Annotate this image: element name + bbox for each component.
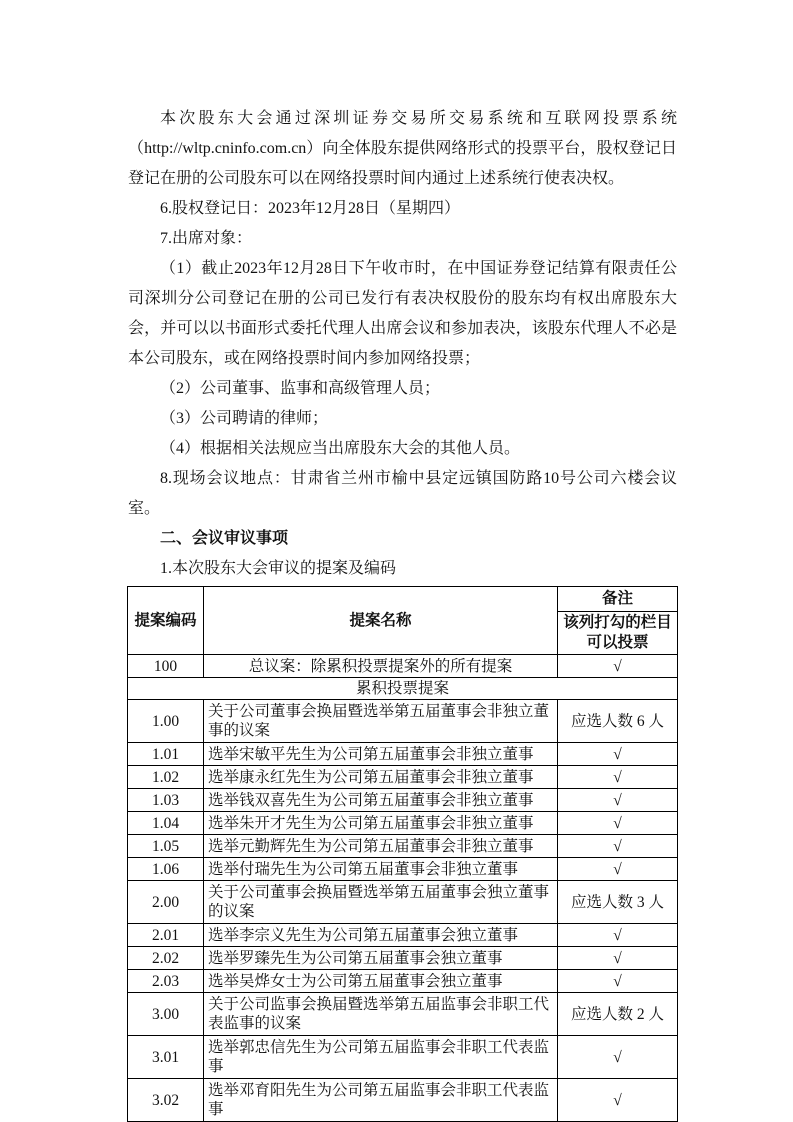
section-label: 累积投票提案 bbox=[128, 678, 678, 700]
proposal-name-cell: 选举钱双喜先生为公司第五届董事会非独立董事 bbox=[204, 789, 558, 812]
proposal-row bbox=[128, 970, 678, 993]
proposal-remark-cell: √ bbox=[558, 924, 678, 947]
proposal-row bbox=[128, 1079, 678, 1122]
header-row-top bbox=[128, 587, 678, 612]
header-proposal-name: 提案名称 bbox=[204, 587, 558, 655]
proposal-remark-cell: 应选人数 2 人 bbox=[558, 993, 678, 1036]
item-7-sub-4: （4）根据相关法规应当出席股东大会的其他人员。 bbox=[160, 440, 521, 457]
proposal-remark-cell: √ bbox=[558, 858, 678, 881]
proposal-name-cell: 选举康永红先生为公司第五届董事会非独立董事 bbox=[204, 766, 558, 789]
proposal-remark-cell: √ bbox=[558, 812, 678, 835]
proposal-code-cell: 2.03 bbox=[128, 970, 204, 993]
proposal-code-cell: 1.00 bbox=[128, 700, 204, 743]
proposal-code-cell: 3.01 bbox=[128, 1036, 204, 1079]
header-proposal-code: 提案编码 bbox=[128, 587, 204, 655]
proposal-name-cell: 关于公司监事会换届暨选举第五届监事会非职工代表监事的议案 bbox=[204, 993, 558, 1036]
header-remark-note: 该列打勾的栏目可以投票 bbox=[558, 612, 678, 655]
proposal-remark-cell: √ bbox=[558, 743, 678, 766]
item-8-meeting-venue: 8.现场会议地点：甘肃省兰州市榆中县定远镇国防路10号公司六楼会议室。 bbox=[128, 470, 677, 517]
proposal-row bbox=[128, 924, 678, 947]
proposal-name-cell: 选举邓育阳先生为公司第五届监事会非职工代表监事 bbox=[204, 1079, 558, 1122]
table-caption: 1.本次股东大会审议的提案及编码 bbox=[160, 560, 397, 577]
item-6-record-date: 6.股权登记日：2023年12月28日（星期四） bbox=[160, 200, 461, 217]
proposal-name-cell: 选举元勤辉先生为公司第五届董事会非独立董事 bbox=[204, 835, 558, 858]
proposal-remark-cell: √ bbox=[558, 835, 678, 858]
proposal-code-cell: 2.02 bbox=[128, 947, 204, 970]
proposal-code-cell: 3.02 bbox=[128, 1079, 204, 1122]
proposal-code-cell: 1.04 bbox=[128, 812, 204, 835]
proposal-row bbox=[128, 993, 678, 1036]
proposal-name-cell: 总议案：除累积投票提案外的所有提案 bbox=[204, 655, 558, 678]
proposal-name-cell: 选举罗臻先生为公司第五届董事会独立董事 bbox=[204, 947, 558, 970]
para-network-voting: 本次股东大会通过深圳证券交易所交易系统和互联网投票系统（http://wltp.cninfo.com.cn）向全体股东提供网络形式的投票平台，股权登记日登记在册的公司股东可以在网络投票时间内通过上述系统行使表决权。 bbox=[128, 110, 677, 187]
proposal-name-cell: 选举朱开才先生为公司第五届董事会非独立董事 bbox=[204, 812, 558, 835]
table-section-row bbox=[128, 678, 678, 700]
proposal-remark-cell: 应选人数 3 人 bbox=[558, 881, 678, 924]
proposal-row bbox=[128, 1036, 678, 1079]
proposals-table-header bbox=[128, 587, 678, 655]
proposal-remark-cell: √ bbox=[558, 766, 678, 789]
proposal-name-cell: 选举宋敏平先生为公司第五届董事会非独立董事 bbox=[204, 743, 558, 766]
proposal-code-cell: 1.05 bbox=[128, 835, 204, 858]
proposal-name-cell: 选举李宗义先生为公司第五届董事会独立董事 bbox=[204, 924, 558, 947]
proposal-remark-cell: √ bbox=[558, 970, 678, 993]
proposal-row bbox=[128, 835, 678, 858]
proposal-remark-cell: √ bbox=[558, 789, 678, 812]
proposal-remark-cell: √ bbox=[558, 947, 678, 970]
proposal-row bbox=[128, 881, 678, 924]
proposal-name-cell: 选举郭忠信先生为公司第五届监事会非职工代表监事 bbox=[204, 1036, 558, 1079]
proposal-name-cell: 选举付瑞先生为公司第五届董事会非独立董事 bbox=[204, 858, 558, 881]
proposal-row bbox=[128, 858, 678, 881]
proposal-code-cell: 1.03 bbox=[128, 789, 204, 812]
proposal-code-cell: 1.06 bbox=[128, 858, 204, 881]
proposal-code-cell: 3.00 bbox=[128, 993, 204, 1036]
proposal-row bbox=[128, 766, 678, 789]
proposal-row bbox=[128, 812, 678, 835]
proposal-code-cell: 1.01 bbox=[128, 743, 204, 766]
proposals-table bbox=[127, 586, 678, 1122]
proposal-name-cell: 选举吴烨女士为公司第五届董事会独立董事 bbox=[204, 970, 558, 993]
proposal-remark-cell: √ bbox=[558, 1036, 678, 1079]
proposals-table-body bbox=[128, 655, 678, 1122]
proposal-row bbox=[128, 655, 678, 678]
proposal-row bbox=[128, 947, 678, 970]
item-7-sub-3: （3）公司聘请的律师； bbox=[160, 410, 329, 427]
document-content bbox=[128, 104, 677, 1122]
proposal-remark-cell: 应选人数 6 人 bbox=[558, 700, 678, 743]
item-7-attendees: 7.出席对象： bbox=[160, 230, 253, 247]
proposal-code-cell: 2.00 bbox=[128, 881, 204, 924]
proposal-row bbox=[128, 700, 678, 743]
item-7-sub-2: （2）公司董事、监事和高级管理人员； bbox=[160, 380, 441, 397]
proposal-code-cell: 100 bbox=[128, 655, 204, 678]
proposal-remark-cell: √ bbox=[558, 655, 678, 678]
section-heading-review-items: 二、会议审议事项 bbox=[160, 530, 289, 547]
proposal-row bbox=[128, 743, 678, 766]
proposal-code-cell: 1.02 bbox=[128, 766, 204, 789]
proposal-name-cell: 关于公司董事会换届暨选举第五届董事会非独立董事的议案 bbox=[204, 700, 558, 743]
header-remark: 备注 bbox=[558, 587, 678, 612]
proposal-code-cell: 2.01 bbox=[128, 924, 204, 947]
proposal-remark-cell: √ bbox=[558, 1079, 678, 1122]
proposal-name-cell: 关于公司董事会换届暨选举第五届董事会独立董事的议案 bbox=[204, 881, 558, 924]
proposal-row bbox=[128, 789, 678, 812]
item-7-sub-1: （1）截止2023年12月28日下午收市时，在中国证券登记结算有限责任公司深圳分公司登记在册的公司已发行有表决权股份的股东均有权出席股东大会，并可以以书面形式委托代理人出席会议和参加表决，该股东代理人不必是本公司股东，或在网络投票时间内参加网络投票； bbox=[128, 260, 677, 367]
